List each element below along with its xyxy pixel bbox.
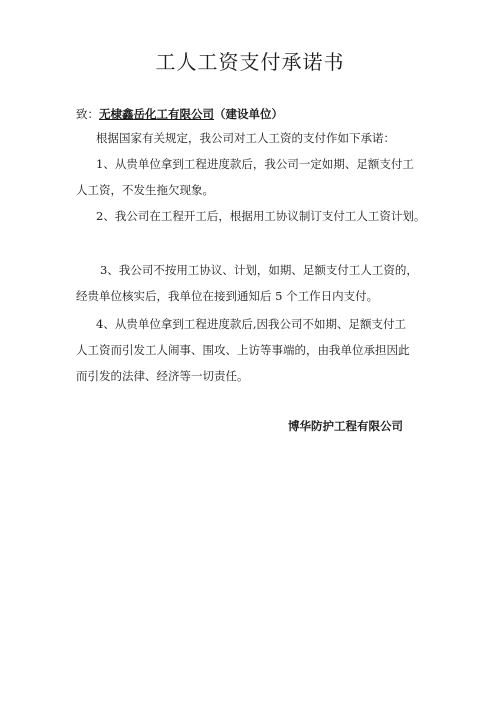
- addressee-company: 无棣鑫岳化工有限公司: [99, 107, 214, 121]
- addressee-suffix: （建设单位）: [214, 107, 283, 121]
- addressee-prefix: 致：: [76, 107, 99, 121]
- addressee-line: [76, 106, 283, 122]
- item1-line1: 1、从贵单位拿到工程进度款后，我公司一定如期、足额支付工: [96, 157, 414, 171]
- document-title: 工人工资支付承诺书: [155, 50, 345, 74]
- item4-line3: 而引发的法律、经济等一切责任。: [76, 369, 249, 383]
- item4-line1: 4、从贵单位拿到工程进度款后,因我公司不如期、足额支付工: [96, 317, 406, 331]
- item3-line1: 3、我公司不按用工协议、计划，如期、足额支付工人工资的，: [100, 263, 418, 277]
- signature-company: 博华防护工程有限公司: [288, 419, 403, 433]
- intro-paragraph: 根据国家有关规定，我公司对工人工资的支付作如下承诺：: [96, 131, 395, 145]
- item4-line2: 人工资而引发工人闹事、围攻、上访等事端的，由我单位承担因此: [76, 343, 410, 357]
- item2-paragraph: 2、我公司在工程开工后，根据用工协议制订支付工人工资计划。: [96, 209, 426, 223]
- item1-line2: 人工资，不发生拖欠现象。: [76, 183, 214, 197]
- item3-line2: 经贵单位核实后，我单位在接到通知后 5 个工作日内支付。: [76, 289, 379, 303]
